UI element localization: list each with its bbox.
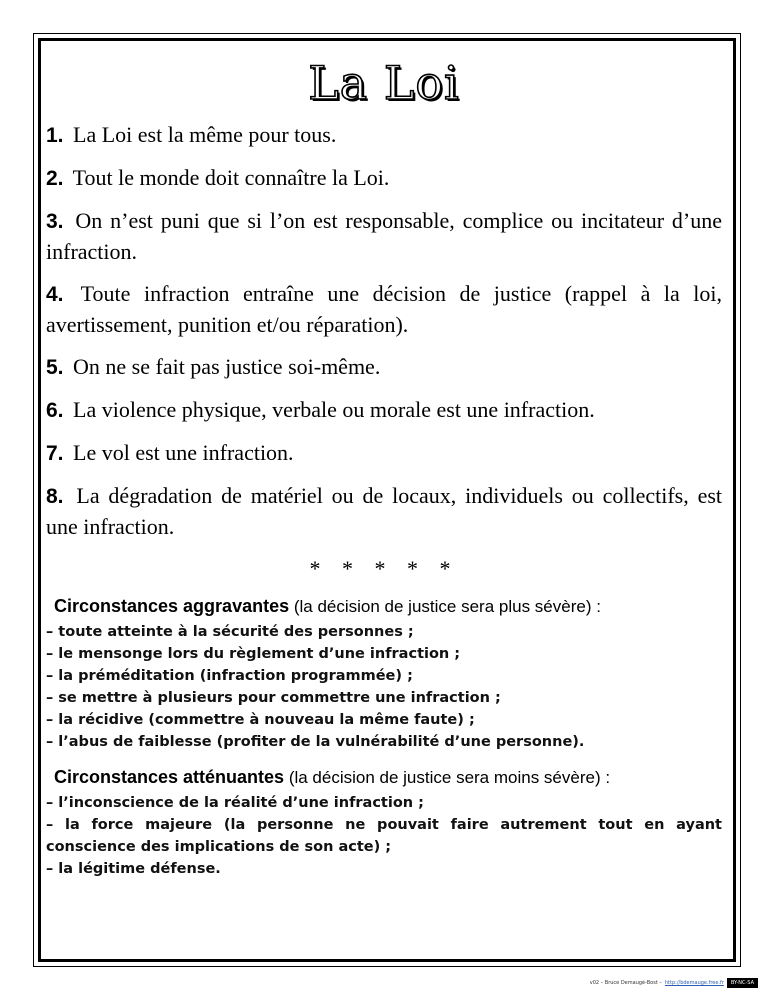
rules-list: [46, 120, 722, 542]
rule-item: 7. Le vol est une infraction.: [46, 440, 294, 465]
mitigating-note: (la décision de justice sera moins sévère) :: [288, 768, 611, 787]
rule-item: 4. Toute infraction entraîne une décision de justice (rappel à la loi, avertissement, punition et/ou réparation).: [46, 281, 723, 337]
mitigating-title: Circonstances atténuantes: [54, 767, 285, 787]
aggravating-section: [46, 596, 722, 753]
separator-stars: * * * * *: [309, 556, 459, 581]
list-item: – l’abus de faiblesse (profiter de la vulnérabilité d’une personne).: [46, 734, 585, 750]
footer-credit: [590, 978, 758, 988]
list-item: – le mensonge lors du règlement d’une infraction ;: [46, 646, 461, 662]
rule-item: 2. Tout le monde doit connaître la Loi.: [46, 165, 390, 190]
rule-item: 8. La dégradation de matériel ou de locaux, individuels ou collectifs, est une infraction.: [46, 483, 723, 539]
rule-item: 1. La Loi est la même pour tous.: [46, 122, 337, 147]
list-item: – la légitime défense.: [46, 861, 221, 877]
footer-credit-text: v02 – Bruce Demaugé-Bost –: [589, 980, 662, 986]
footer-link[interactable]: http://bdemauge.free.fr: [664, 980, 724, 986]
list-item: – toute atteinte à la sécurité des personnes ;: [46, 624, 414, 640]
mitigating-section: [46, 767, 722, 880]
rule-item: 6. La violence physique, verbale ou morale est une infraction.: [46, 397, 595, 422]
aggravating-note: (la décision de justice sera plus sévère) :: [293, 597, 601, 616]
list-item: – la force majeure (la personne ne pouvait faire autrement tout en ayant conscience des implications de son acte) ;: [46, 817, 722, 855]
aggravating-title: Circonstances aggravantes: [54, 596, 290, 616]
mitigating-list: [46, 792, 722, 880]
cc-license-icon: BY-NC-SA: [727, 978, 758, 988]
list-item: – la préméditation (infraction programmée) ;: [46, 668, 413, 684]
list-item: – la récidive (commettre à nouveau la même faute) ;: [46, 712, 475, 728]
aggravating-list: [46, 621, 722, 753]
list-item: – l’inconscience de la réalité d’une infraction ;: [46, 795, 424, 811]
rule-item: 5. On ne se fait pas justice soi-même.: [46, 354, 381, 379]
document-content: [46, 46, 722, 894]
list-item: – se mettre à plusieurs pour commettre une infraction ;: [46, 690, 501, 706]
rule-item: 3. On n’est puni que si l’on est responsable, complice ou incitateur d’une infraction.: [46, 208, 722, 264]
document-title: La Loi: [308, 56, 460, 110]
